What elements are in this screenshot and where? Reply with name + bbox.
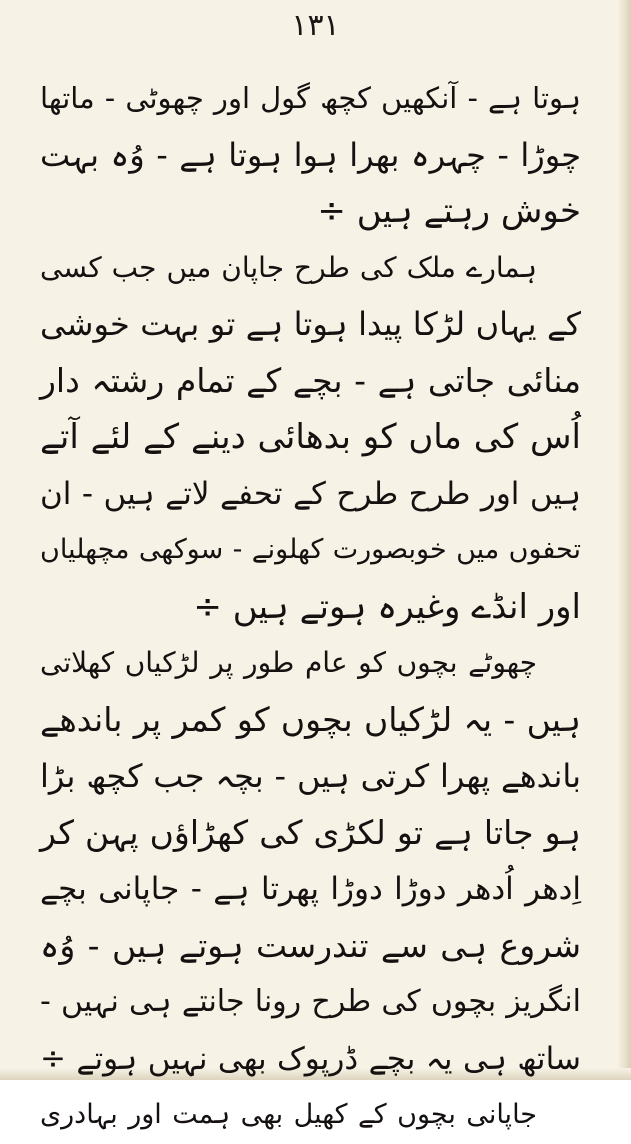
text-line: خوش رہتے ہیں ÷ [317,191,581,231]
text-line: ہمارے ملک کی طرح جاپان میں جب کسی [40,250,537,284]
page-text [40,70,581,1144]
text-line: انگریز بچوں کی طرح رونا جانتے ہی نہیں - [40,984,581,1019]
text-line: چھوٹے بچوں کو عام طور پر لڑکیاں کھلاتی [40,646,537,679]
text-line: ہیں - یہ لڑکیاں بچوں کو کمر پر باندھے [40,699,581,739]
text-line: کے یہاں لڑکا پیدا ہوتا ہے تو بہت خوشی [40,305,581,343]
text-line: ہوتا ہے - آنکھیں کچھ گول اور چھوٹی - ماتھا [40,81,581,115]
text-line: ساتھ ہی یہ بچے ڈرپوک بھی نہیں ہوتے ÷ [40,1040,581,1077]
page-number: ۱۳۱ [291,8,340,43]
text-line: ہیں اور طرح طرح کے تحفے لاتے ہیں - ان [40,475,581,512]
text-line: اِدھر اُدھر دوڑا دوڑا پھرتا ہے - جاپانی بچے [40,871,581,907]
text-line: باندھے پھرا کرتی ہیں - بچہ جب کچھ بڑا [40,757,581,795]
text-line: اُس کی ماں کو بدھائی دینے کے لئے آتے [40,417,581,457]
text-line: شروع ہی سے تندرست ہوتے ہیں - وُہ [40,925,581,965]
page-edge-shadow [617,0,631,1080]
text-line: تحفوں میں خوبصورت کھلونے - سوکھی مچھلیاں [40,534,581,565]
text-line: جاپانی بچوں کے کھیل بھی ہمت اور بہادری [40,1099,537,1130]
text-line: اور انڈے وغیرہ ہوتے ہیں ÷ [193,586,581,627]
text-line: منائی جاتی ہے - بچے کے تمام رشتہ دار [40,360,581,400]
text-line: ہو جاتا ہے تو لکڑی کی کھڑاؤں پہن کر [40,812,581,852]
text-line: چوڑا - چہرہ بھرا ہوا ہوتا ہے - وُہ بہت [40,135,581,174]
